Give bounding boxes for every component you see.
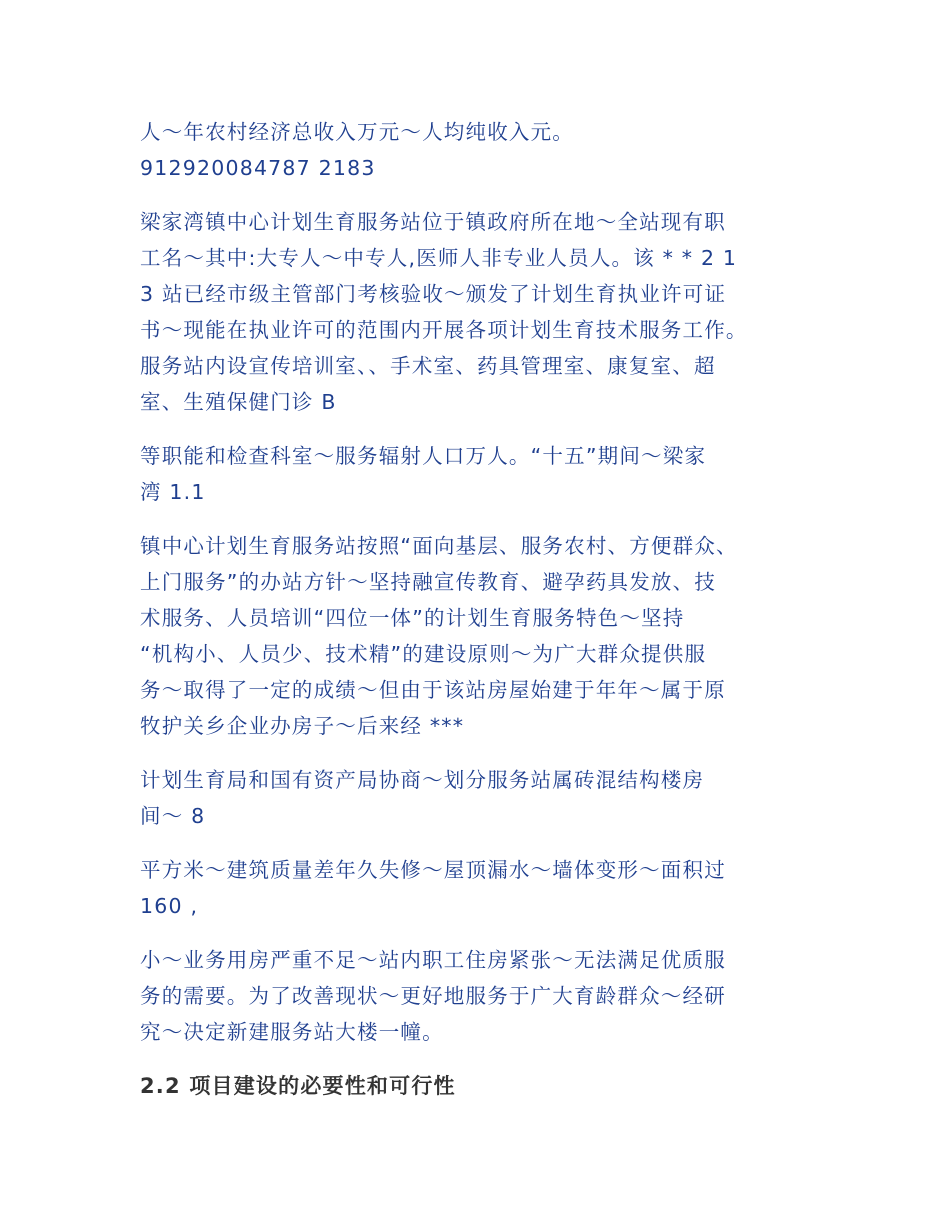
text-line: 书～现能在执业许可的范围内开展各项计划生育技术服务工作。 [140,318,748,342]
text-line: “机构小、人员少、技术精”的建设原则～为广大群众提供服 [140,642,707,666]
paragraph [140,762,810,834]
document-page [140,114,810,1104]
paragraph [140,528,810,744]
text-line: 3 站已经市级主管部门考核验收～颁发了计划生育执业许可证 [140,282,727,306]
text-line: 牧护关乡企业办房子～后来经 *** [140,714,465,738]
text-line: 服务站内设宣传培训室、、手术室、药具管理室、康复室、超 [140,354,716,378]
text-line: 小～业务用房严重不足～站内职工住房紧张～无法满足优质服 [140,948,726,972]
paragraph [140,852,810,924]
text-line: 术服务、人员培训“四位一体”的计划生育服务特色～坚持 [140,606,685,630]
text-line: 上门服务”的办站方针～坚持融宣传教育、避孕药具发放、技 [140,570,717,594]
paragraph [140,114,810,186]
text-line: 务的需要。为了改善现状～更好地服务于广大育龄群众～经研 [140,984,726,1008]
text-line: 间～ 8 [140,804,206,828]
text-line: 912920084787 2183 [140,156,376,180]
text-line: 务～取得了一定的成绩～但由于该站房屋始建于年年～属于原 [140,678,726,702]
section-heading [140,1068,810,1104]
paragraph [140,204,810,420]
text-line: 究～决定新建服务站大楼一幢。 [140,1020,444,1044]
text-line: 等职能和检查科室～服务辐射人口万人。“十五”期间～梁家 [140,444,707,468]
text-line: 室、生殖保健门诊 B [140,390,337,414]
text-line: 工名～其中:大专人～中专人,医师人非专业人员人。该 * * 2 1 [140,246,738,270]
text-line: 平方米～建筑质量差年久失修～屋顶漏水～墙体变形～面积过 [140,858,726,882]
text-line: 湾 1.1 [140,480,206,504]
paragraph [140,438,810,510]
section-title: 项目建设的必要性和可行性 [180,1074,456,1098]
text-line: 人～年农村经济总收入万元～人均纯收入元。 [140,120,574,144]
document-body [140,114,810,1050]
text-line: 镇中心计划生育服务站按照“面向基层、服务农村、方便群众、 [140,534,738,558]
text-line: 160 , [140,894,199,918]
paragraph [140,942,810,1050]
text-line: 计划生育局和国有资产局协商～划分服务站属砖混结构楼房 [140,768,705,792]
text-line: 梁家湾镇中心计划生育服务站位于镇政府所在地～全站现有职 [140,210,726,234]
section-number: 2.2 [140,1074,181,1098]
